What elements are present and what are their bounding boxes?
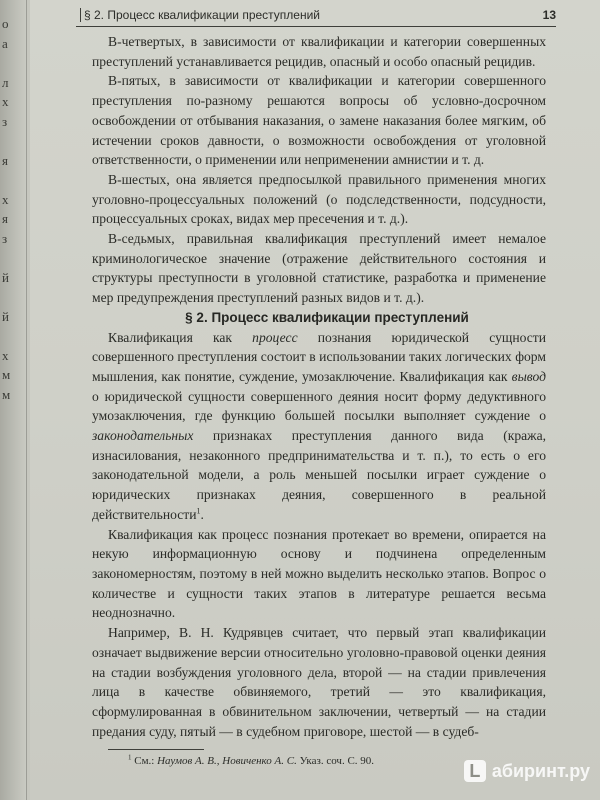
paragraph: Например, В. Н. Кудрявцев считает, что первый этап квалификации означает выдвижение версии относительно уголовно-правовой оценки деяния на стадии возбуждения уголовного дела, второй — на стадии привлечения лица в качестве обвиняемого, третий — это квалификация, сформулированная в обвинительном заключении, четвертый — на стадии предания суду, пятый — в судебном приговоре, шестой — в судеб- <box>92 625 546 739</box>
facing-page-char <box>2 170 20 190</box>
labirint-watermark <box>464 760 590 782</box>
facing-page-char: з <box>2 113 8 129</box>
facing-page-char: л <box>2 74 9 90</box>
facing-page-char: я <box>2 211 8 226</box>
emphasis: процесс <box>252 329 298 345</box>
text-run: о юридической сущности совершенного деяния носит форму дедуктивного умозаключения, где функцию большей посылки выполняет суждение о <box>92 388 546 424</box>
page-number: 13 <box>542 8 556 22</box>
facing-page-char: х <box>2 94 9 109</box>
text-run: признаках преступления данного вида (кража, изнасилования, незаконного предпринимательства и т. п.), то есть о его законодательной модели, а роль меньшей посылки играет суждение о юридических признаках деяния, совершенного в реальной действительности <box>92 428 546 522</box>
paragraph: Квалификация как процесс познания протекает во времени, опирается на некую информационную основу и подчинена определенным закономерностям, поэтому в ней можно выделить несколько этапов. Вопрос о количестве и сущности таких этапов в литературе решается весьма неоднозначно. <box>92 526 546 621</box>
text-run: познания юридической сущности совершенного преступления состоит в использовании таких логических форм мышления, как понятие, суждение, умозаключение. Квалификация как <box>92 329 547 384</box>
paragraph: В-шестых, она является предпосылкой правильного применения многих уголовно-процессуальных положений (о подследственности, подсудности, процессуальных сроках, видах мер пресечения и т. д.). <box>92 171 546 227</box>
footnote-rest: Указ. соч. С. 90. <box>296 755 375 767</box>
emphasis: вывод <box>511 368 546 384</box>
facing-page-char: я <box>2 152 8 168</box>
text-run: . <box>200 506 204 522</box>
running-head: § 2. Процесс квалификации преступлений <box>80 8 320 22</box>
section-heading: § 2. Процесс квалификации преступлений <box>185 309 469 325</box>
paragraph: В-четвертых, в зависимости от квалификации и категории совершенных преступлений устанавливается рецидив, опасный и особо опасный рецидив. <box>92 34 546 69</box>
page-header <box>76 8 556 27</box>
facing-page-char: й <box>2 269 9 285</box>
facing-page-char <box>2 131 20 151</box>
facing-page-edge <box>0 0 27 800</box>
facing-page-char <box>2 287 20 307</box>
facing-page-char: х <box>2 347 9 363</box>
paragraph: В-седьмых, правильная квалификация преступлений имеет немалое криминологическое значение (отражение действительного состояния и структуры преступности в уголовной статистике, разработка и применение мер предупреждения преступлений разных видов и т. д.). <box>92 231 546 306</box>
facing-page-char: о <box>2 16 9 31</box>
footnote-divider <box>108 749 204 750</box>
facing-page-char <box>2 53 20 73</box>
book-page <box>30 0 600 800</box>
emphasis: законодательных <box>92 428 194 444</box>
paragraph: В-пятых, в зависимости от квалификации и категории совершенного преступления по-разному решаются вопросы об условно-досрочном освобождении от отбывания наказания, о замене наказания более мягким, об истечении сроков давности, о возможности освобождения от уголовной ответственности, о применении или неприменении амнистии и т. д. <box>92 73 546 168</box>
watermark-text: абиринт.ру <box>491 760 590 781</box>
facing-page-char: й <box>2 308 9 324</box>
facing-page-char: м <box>2 367 11 382</box>
labirint-logo-icon: L <box>464 760 486 782</box>
facing-page-char: а <box>2 35 8 51</box>
facing-page-fragments <box>2 14 20 424</box>
facing-page-char: з <box>2 230 8 246</box>
footnote-prefix: См.: <box>134 755 158 767</box>
facing-page-char: м <box>2 386 11 402</box>
footnote-ref: 1 <box>196 506 201 516</box>
paragraph <box>92 328 546 525</box>
facing-page-char <box>2 326 20 346</box>
facing-page-char <box>2 404 20 424</box>
footnote-authors: Наумов А. В., Новиченко А. С. <box>157 755 297 767</box>
text-run: Квалификация как <box>108 329 253 345</box>
facing-page-char <box>2 248 20 268</box>
facing-page-char: х <box>2 191 9 207</box>
body-text <box>92 32 546 741</box>
footnote-number: 1 <box>128 753 132 762</box>
